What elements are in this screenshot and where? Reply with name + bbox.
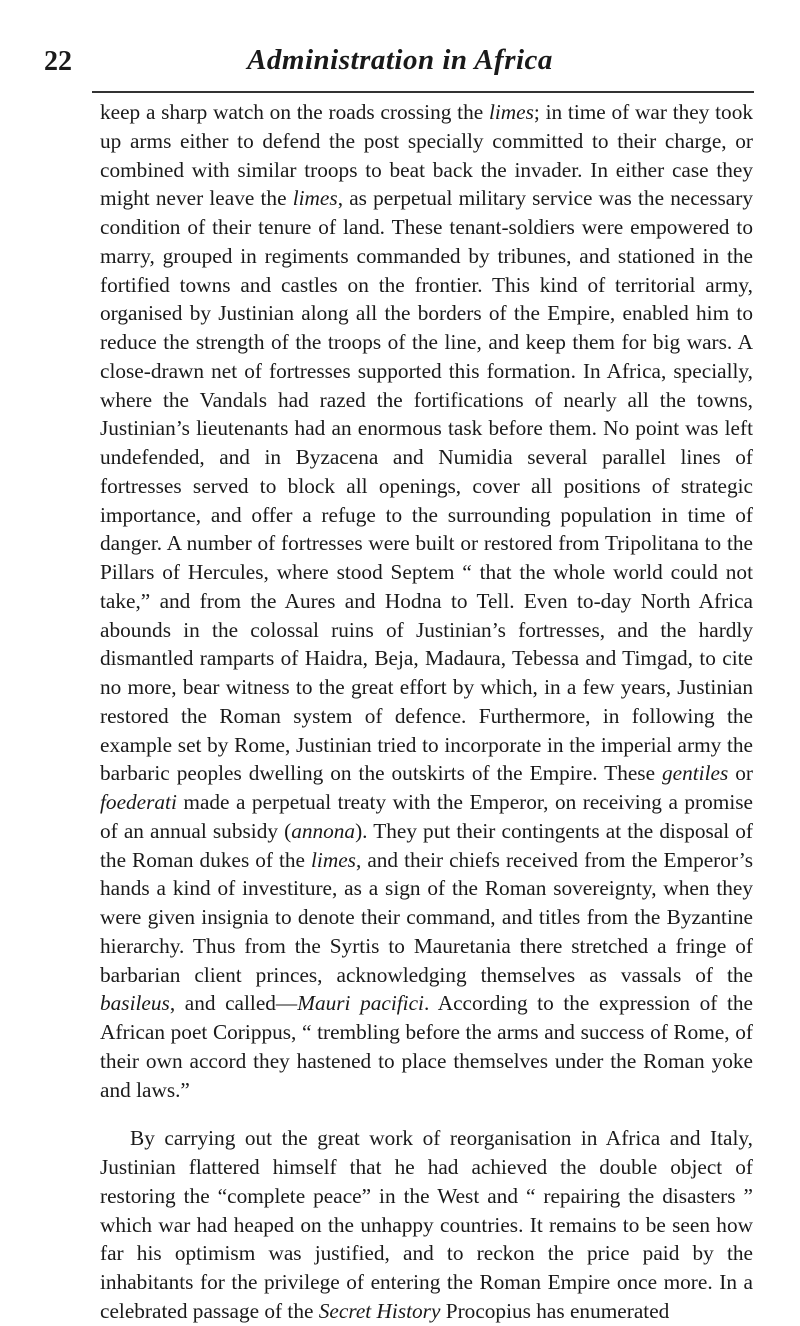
segment-italic: annona (291, 818, 356, 843)
segment: . According to the expression of the African poet Corippus, “ trembling before the arms and success of Rome, of their own accord they hastened to place themselves under the Roman yoke and laws.” (100, 991, 754, 1102)
segment-italic: Mauri pacifici (297, 991, 424, 1016)
segment: Procopius has enumerated (440, 1298, 670, 1323)
segment: keep a sharp watch on the roads crossing the (100, 100, 489, 124)
segment-italic: limes (488, 100, 534, 124)
segment: ; in time of war they took up arms either to defend the post specially committed to their charge, or combined with similar troops to beat back the invader. In either case they might never leave the (100, 100, 753, 211)
segment-italic: limes (311, 847, 356, 872)
segment-italic: foederati (100, 790, 177, 814)
segment-italic: Secret History (318, 1298, 441, 1323)
paragraph-2 (100, 1124, 753, 1325)
header-rule (92, 91, 754, 93)
paragraph-gap (100, 1104, 753, 1124)
segment: made a perpetual treaty with the Emperor, on receiving a promise of an annual subsidy ( (100, 790, 753, 843)
segment: or (728, 761, 753, 786)
segment-italic: basileus (100, 991, 170, 1016)
paragraph-1 (100, 98, 753, 1104)
segment: , and their chiefs received from the Emperor’s hands a kind of investiture, as a sign of the Roman sovereignty, when they were given insignia to denote their command, and titles from the Byzantine hierarchy. Thus from the Syrtis to Mauretania there stretched a fringe of barbarian client princes, acknowledging themselves as vassals of the (100, 847, 753, 987)
segment-italic: gentiles (662, 761, 729, 786)
segment: ). They put their contingents at the disposal of the Roman dukes of the (100, 818, 754, 872)
segment-italic: limes (292, 186, 338, 211)
segment: By carrying out the great work of reorganisation in Africa and Italy, Justinian flattered himself that he had achieved the double object of restoring the “complete peace” in the West and “ repairing the disasters ” which war had heaped on the unhappy countries. It remains to be seen how far his optimism was justified, and to reckon the price paid by the inhabitants for the privilege of entering the Roman Empire once more. In a celebrated passage of the (100, 1126, 753, 1323)
segment: , and called— (169, 991, 298, 1016)
page-header (44, 40, 756, 84)
running-title: Administration in Africa (247, 44, 553, 76)
page-number: 22 (44, 46, 72, 77)
body-text (100, 98, 753, 1326)
segment: , as perpetual military service was the necessary condition of their tenure of land. These tenant-soldiers were empowered to marry, grouped in regiments commanded by tribunes, and stationed in the fortified towns and castles on the frontier. This kind of territorial army, organised by Justinian along all the borders of the Empire, enabled him to reduce the strength of the troops of the line, and keep them for big wars. A close-drawn net of fortresses supported this formation. In Africa, specially, where the Vandals had razed the fortifications of nearly all the towns, Justinian’s lieutenants had an enormous task before them. No point was left undefended, and in Byzacena and Numidia several parallel lines of fortresses served to block all openings, cover all positions of strategic importance, and offer a refuge to the surrounding population in time of danger. A number of fortresses were built or restored from Tripolitana to the Pillars of Hercules, where stood Septem “ that the whole world could not take,” and from the Aures and Hodna to Tell. Even to-day North Africa abounds in the colossal ruins of Justinian’s fortresses, and the hardly dismantled ramparts of Haidra, Beja, Madaura, Tebessa and Timgad, to cite no more, bear witness to the great effort by which, in a few years, Justinian restored the Roman system of defence. Furthermore, in following the example set by Rome, Justinian tried to incorporate in the imperial army the barbaric peoples dwelling on the outskirts of the Empire. These (100, 186, 753, 786)
